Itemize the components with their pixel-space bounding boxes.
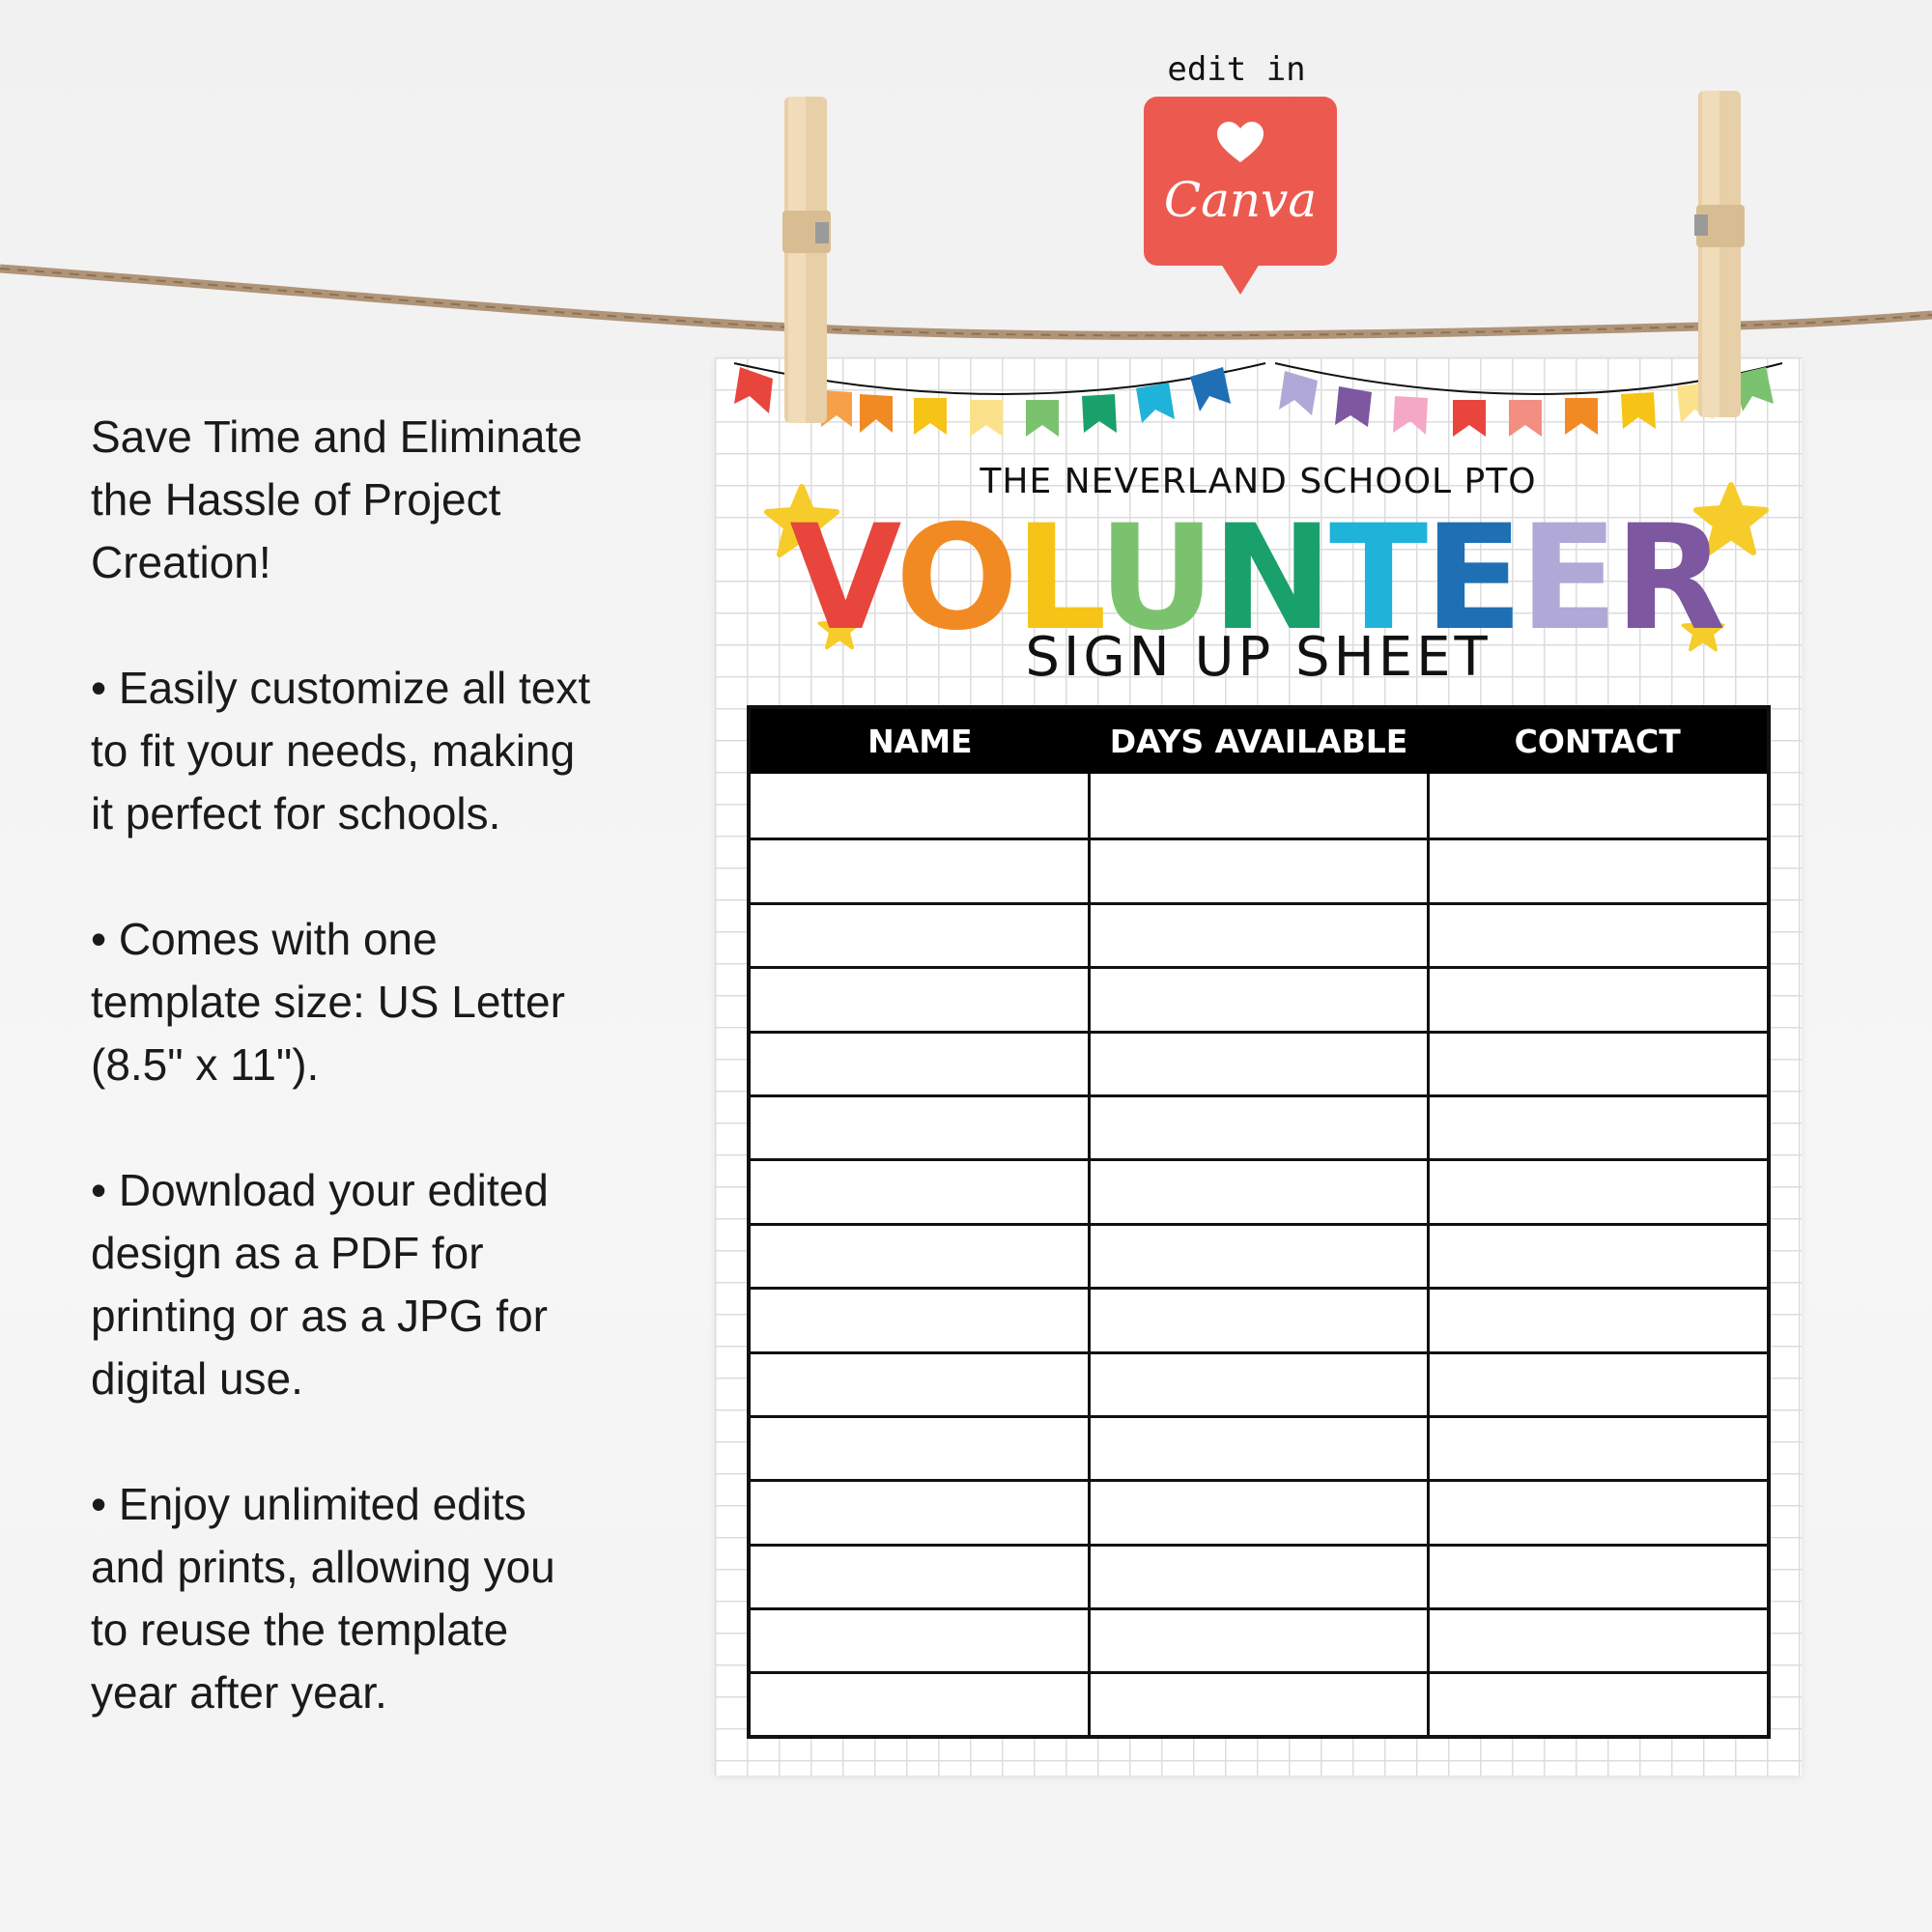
description-paragraph: • Comes with one template size: US Letter (8.5" x 11"). — [91, 914, 565, 1090]
title-letter: E — [1519, 495, 1615, 663]
table-cell — [751, 1610, 1088, 1671]
title-letter: L — [1014, 495, 1098, 663]
badge-pointer — [1221, 264, 1260, 295]
bunting-banner — [715, 357, 1802, 464]
table-header — [751, 709, 1767, 774]
table-cell — [1088, 905, 1428, 966]
description-paragraph: • Enjoy unlimited edits and prints, allowing you to reuse the template year after year. — [91, 1479, 555, 1718]
table-cell — [1088, 1097, 1428, 1158]
canva-badge — [1144, 97, 1337, 266]
table-cell — [1088, 1161, 1428, 1222]
table-cell — [751, 1674, 1088, 1735]
table-cell — [751, 1354, 1088, 1415]
table-row — [751, 1351, 1767, 1415]
column-header-contact: CONTACT — [1514, 723, 1681, 760]
table-row — [751, 1415, 1767, 1479]
description-paragraph: Save Time and Eliminate the Hassle of Project Creation! — [91, 412, 582, 587]
column-header-name: NAME — [867, 723, 973, 760]
table-cell — [1427, 1354, 1767, 1415]
table-cell — [1427, 1290, 1767, 1350]
table-row — [751, 1479, 1767, 1543]
table-row — [751, 838, 1767, 901]
table-cell — [751, 840, 1088, 901]
title-letter: O — [895, 495, 1015, 663]
description-paragraph: • Easily customize all text to fit your needs, making it perfect for schools. — [91, 663, 591, 838]
table-cell — [751, 1161, 1088, 1222]
table-cell — [1427, 1161, 1767, 1222]
table-cell — [1088, 840, 1428, 901]
table-cell — [751, 1226, 1088, 1287]
table-row — [751, 1544, 1767, 1607]
table-cell — [1427, 1547, 1767, 1607]
table-row — [751, 1607, 1767, 1671]
title-letter: R — [1614, 495, 1722, 663]
table-cell — [1088, 1547, 1428, 1607]
table-cell — [1088, 1610, 1428, 1671]
clothespin-left — [781, 97, 835, 425]
table-cell — [1088, 1674, 1428, 1735]
title-letter: N — [1211, 495, 1329, 663]
table-cell — [751, 969, 1088, 1030]
table-row — [751, 1031, 1767, 1094]
table-cell — [1088, 1482, 1428, 1543]
table-cell — [1427, 840, 1767, 901]
table-row — [751, 774, 1767, 838]
table-row — [751, 1223, 1767, 1287]
table-cell — [751, 1034, 1088, 1094]
clothespin-right — [1694, 91, 1748, 419]
table-row — [751, 1671, 1767, 1735]
table-cell — [1088, 1354, 1428, 1415]
table-cell — [751, 774, 1088, 838]
table-cell — [1427, 1610, 1767, 1671]
table-cell — [751, 1547, 1088, 1607]
table-cell — [1088, 1290, 1428, 1350]
table-row — [751, 1094, 1767, 1158]
table-cell — [1088, 1034, 1428, 1094]
table-cell — [751, 1097, 1088, 1158]
school-name: THE NEVERLAND SCHOOL PTO — [980, 462, 1537, 501]
description-paragraph: • Download your edited design as a PDF for printing or as a JPG for digital use. — [91, 1165, 549, 1404]
clothesline-rope — [0, 0, 1932, 406]
table-cell — [1427, 1482, 1767, 1543]
table-cell — [751, 1290, 1088, 1350]
table-cell — [1088, 969, 1428, 1030]
table-cell — [751, 1482, 1088, 1543]
table-cell — [1427, 774, 1767, 838]
table-cell — [1427, 1226, 1767, 1287]
column-header-days-available: DAYS AVAILABLE — [1109, 723, 1408, 760]
product-description — [91, 406, 680, 1787]
table-cell — [1088, 774, 1428, 838]
sign-up-sheet-subtitle: SIGN UP SHEET — [1025, 626, 1492, 689]
table-cell — [1427, 969, 1767, 1030]
table-cell — [1427, 1418, 1767, 1479]
table-cell — [751, 905, 1088, 966]
title-letter: E — [1424, 495, 1520, 663]
table-cell — [1427, 905, 1767, 966]
table-row — [751, 902, 1767, 966]
table-cell — [1427, 1097, 1767, 1158]
table-cell — [1427, 1034, 1767, 1094]
title-letter: U — [1097, 495, 1212, 663]
heart-icon — [1215, 120, 1265, 164]
edit-in-label: edit in — [1167, 50, 1306, 89]
table-cell — [1088, 1418, 1428, 1479]
table-row — [751, 1287, 1767, 1350]
sign-up-table — [747, 705, 1771, 1739]
table-cell — [1088, 1226, 1428, 1287]
canva-logo: Canva — [1163, 172, 1318, 228]
table-cell — [751, 1418, 1088, 1479]
table-row — [751, 966, 1767, 1030]
title-letter: V — [789, 495, 895, 663]
table-cell — [1427, 1674, 1767, 1735]
title-letter: T — [1328, 495, 1425, 663]
volunteer-sign-up-sheet — [715, 357, 1802, 1776]
table-body — [751, 774, 1767, 1736]
table-row — [751, 1158, 1767, 1222]
